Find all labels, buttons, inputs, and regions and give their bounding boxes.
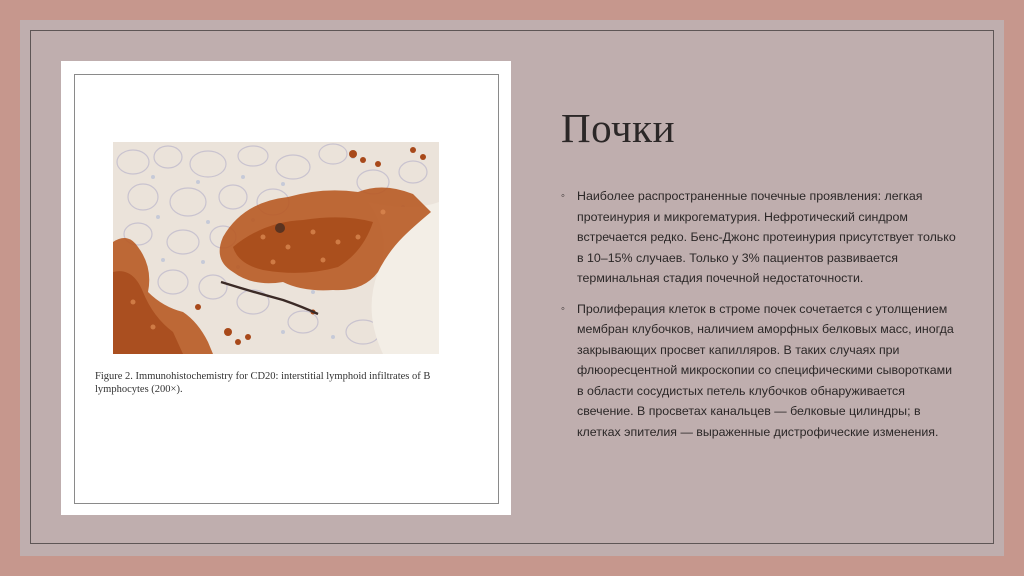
bullet-item — [561, 186, 961, 289]
slide-title: Почки — [561, 105, 676, 151]
micrograph-image — [113, 142, 439, 354]
slide — [20, 20, 1004, 556]
figure-caption: Figure 2. Immunohistochemistry for CD20: interstitial lymphoid infiltrates of B lymphocytes (200×). — [95, 371, 431, 395]
bullet-text: Наиболее распространенные почечные проявления: легкая протеинурия и микрогематурия. Нефротический синдром встречается редко. Бенс-Джонс протеинурия присутствует только в 10–15% случаев. Только у 3% пациентов развивается терминальная стадия почечной недостаточности. — [577, 189, 956, 285]
figure-image-card — [61, 61, 511, 515]
hollow-circle-bullet-icon: ◦ — [561, 190, 565, 202]
bullet-item — [561, 299, 961, 443]
bullet-text: Пролиферация клеток в строме почек сочетается с утолщением мембран клубочков, наличием аморфных белковых масс, иногда закрывающих просвет капилляров. В таких случаях при флюоресцентной микроскопии со специфическими сыворотками в области сосудистых петель клубочков обнаруживается свечение. В просветах канальцев — белковые цилиндры; в клетках эпителия — выраженные дистрофические изменения. — [577, 301, 954, 439]
bullet-list — [561, 186, 961, 452]
hollow-circle-bullet-icon: ◦ — [561, 302, 565, 315]
